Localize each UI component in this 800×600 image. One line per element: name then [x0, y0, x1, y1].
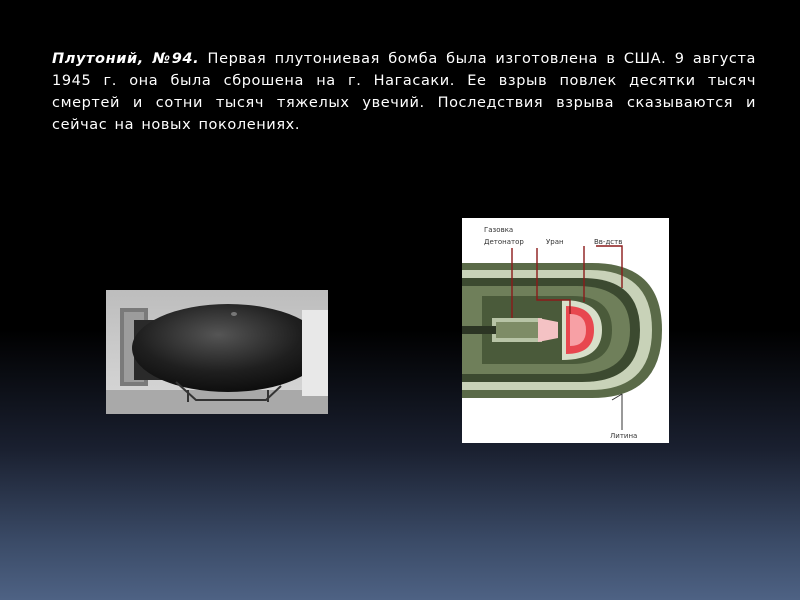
slide-lead: Плутоний, №94.: [52, 51, 200, 67]
diagram-label-detonator: Детонатор: [484, 238, 524, 246]
slide-paragraph: [52, 48, 756, 136]
diagram-label-fuse: Газовка: [484, 226, 514, 234]
slide-body: Первая плутониевая бомба была изготовлена в США. 9 августа 1945 г. она была сброшена на г. Нагасаки. Ее взрыв повлек десятки тысяч смертей и сотни тысяч тяжелых увечий. Последствия взрыва сказываются и сейчас на новых поколениях.: [52, 51, 757, 133]
diagram-label-explosive: Вв-дств: [594, 238, 623, 246]
bomb-photo: [106, 290, 328, 414]
bomb-diagram: [462, 218, 669, 443]
diagram-label-casing: Литина: [610, 432, 638, 440]
diagram-label-uranium: Уран: [546, 238, 564, 246]
